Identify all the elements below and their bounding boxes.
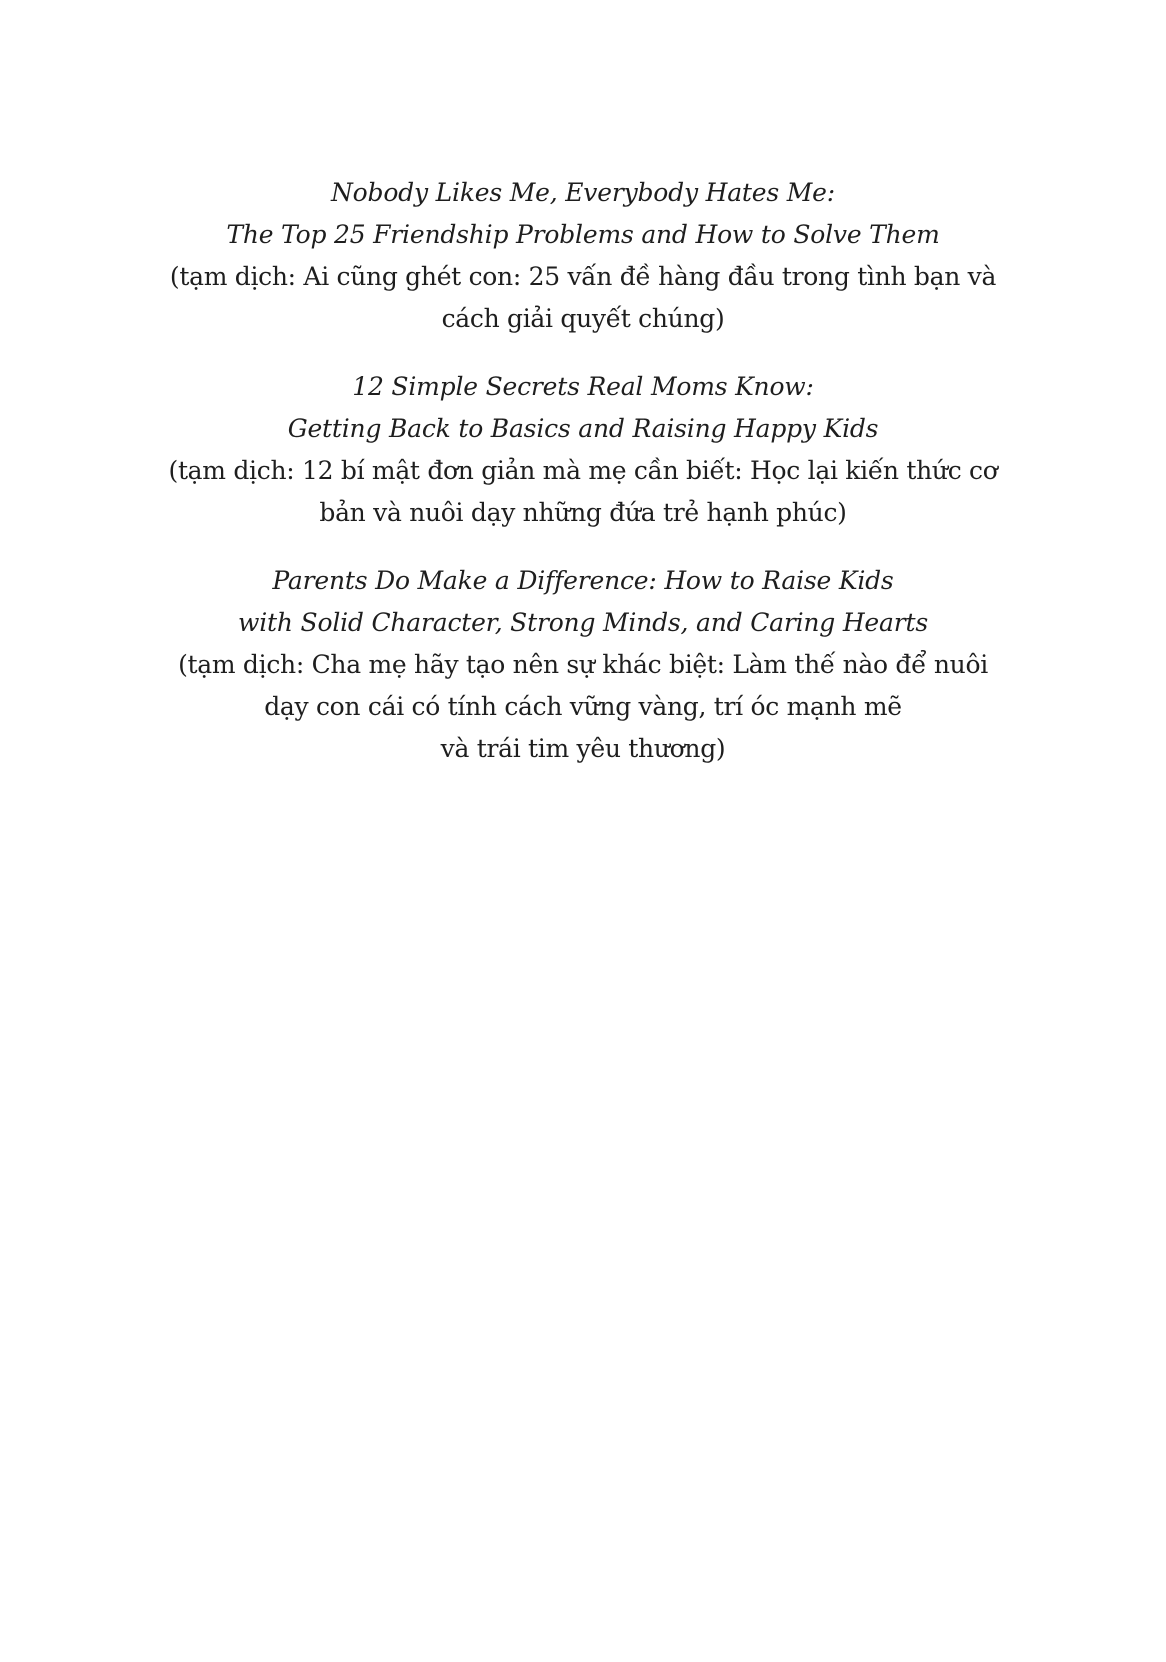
book-translation-line: (tạm dịch: Ai cũng ghét con: 25 vấn đề hàng đầu trong tình bạn và bbox=[169, 262, 997, 291]
book-translation-line: cách giải quyết chúng) bbox=[441, 304, 725, 333]
book-translation-line: dạy con cái có tính cách vững vàng, trí óc mạnh mẽ bbox=[264, 692, 902, 721]
book-list bbox=[130, 172, 1036, 796]
book-title-line: Parents Do Make a Difference: How to Raise Kids bbox=[272, 566, 894, 595]
book-translation-line: bản và nuôi dạy những đứa trẻ hạnh phúc) bbox=[319, 498, 847, 527]
book-translation-line: và trái tim yêu thương) bbox=[440, 734, 726, 763]
book-title-line: Nobody Likes Me, Everybody Hates Me: bbox=[331, 178, 835, 207]
book-translation-line: (tạm dịch: 12 bí mật đơn giản mà mẹ cần biết: Học lại kiến thức cơ bbox=[168, 456, 998, 485]
book-entry-3 bbox=[130, 560, 1036, 770]
book-entry-2 bbox=[130, 366, 1036, 534]
book-entry-1 bbox=[130, 172, 1036, 340]
book-translation-line: (tạm dịch: Cha mẹ hãy tạo nên sự khác biệt: Làm thế nào để nuôi bbox=[178, 650, 988, 679]
book-title-line: Getting Back to Basics and Raising Happy Kids bbox=[287, 414, 879, 443]
book-title-line: The Top 25 Friendship Problems and How to Solve Them bbox=[226, 220, 940, 249]
book-title-line: 12 Simple Secrets Real Moms Know: bbox=[352, 372, 814, 401]
book-title-line: with Solid Character, Strong Minds, and Caring Hearts bbox=[238, 608, 928, 637]
